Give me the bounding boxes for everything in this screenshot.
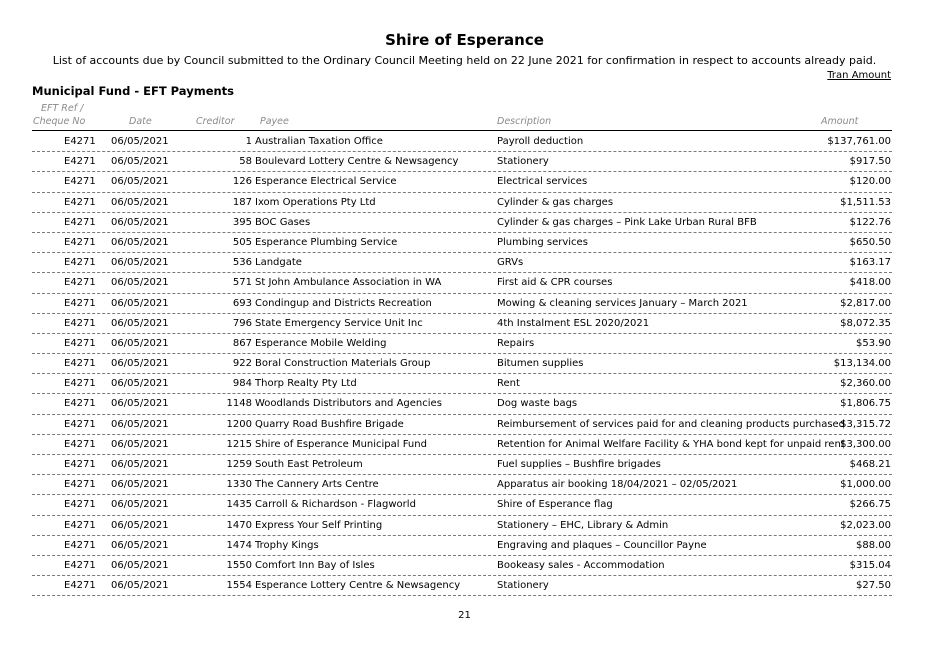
row-payee: Esperance Lottery Centre & Newsagency	[255, 580, 461, 592]
row-creditor: 1259	[226, 459, 252, 470]
row-ref: E4271	[64, 378, 96, 390]
row-creditor: 1435	[226, 499, 252, 511]
row-date: 06/05/2021	[111, 176, 169, 188]
row-creditor: 693	[232, 297, 252, 309]
row-creditor: 536	[232, 257, 252, 269]
row-payee: Boral Construction Materials Group	[255, 358, 431, 370]
row-creditor: 1330	[226, 479, 252, 491]
row-ref: E4271	[64, 479, 96, 491]
row-creditor: 126	[232, 176, 252, 188]
row-description: Cylinder & gas charges – Pink Lake Urban Rural BFB	[497, 216, 757, 228]
row-amount: $13,134.00	[833, 358, 891, 370]
table-row	[32, 455, 892, 475]
row-description: Bookeasy sales - Accommodation	[497, 559, 665, 571]
row-date: 06/05/2021	[111, 459, 169, 470]
row-date: 06/05/2021	[111, 216, 169, 228]
row-ref: E4271	[64, 277, 96, 289]
row-description: Payroll deduction	[497, 136, 584, 147]
row-description: Stationery	[497, 580, 549, 592]
row-description: Electrical services	[497, 176, 588, 188]
row-ref: E4271	[64, 236, 96, 248]
row-description: Apparatus air booking 18/04/2021 – 02/05/2021	[497, 479, 738, 491]
row-amount: $650.50	[849, 236, 891, 248]
row-ref: E4271	[64, 297, 96, 309]
row-description: Shire of Esperance flag	[497, 499, 613, 511]
table-row	[32, 475, 892, 495]
row-creditor: 1474	[226, 539, 252, 551]
row-payee: Ixom Operations Pty Ltd	[255, 196, 376, 208]
row-ref: E4271	[64, 539, 96, 551]
table-row	[32, 314, 892, 334]
row-description: 4th Instalment ESL 2020/2021	[497, 317, 650, 329]
header-divider	[32, 130, 892, 131]
row-amount: $122.76	[849, 216, 891, 228]
row-date: 06/05/2021	[111, 580, 169, 592]
table-row	[32, 495, 892, 515]
row-amount: $137,761.00	[827, 136, 891, 147]
row-amount: $3,300.00	[840, 438, 891, 450]
section-heading: Municipal Fund - EFT Payments	[32, 84, 235, 98]
row-payee: Condingup and Districts Recreation	[255, 297, 432, 309]
column-header-creditor: Creditor	[196, 116, 235, 127]
row-date: 06/05/2021	[111, 358, 169, 370]
table-row	[32, 253, 892, 273]
row-description: Bitumen supplies	[497, 358, 584, 370]
row-amount: $1,806.75	[840, 398, 891, 410]
row-payee: Thorp Realty Pty Ltd	[255, 378, 357, 390]
row-creditor: 58	[239, 156, 252, 168]
row-date: 06/05/2021	[111, 156, 169, 168]
row-date: 06/05/2021	[111, 337, 169, 349]
row-description: First aid & CPR courses	[497, 277, 613, 289]
row-amount: $163.17	[849, 257, 891, 269]
table-row	[32, 536, 892, 556]
row-payee: BOC Gases	[255, 216, 311, 228]
row-payee: Woodlands Distributors and Agencies	[255, 398, 442, 410]
table-row	[32, 334, 892, 354]
row-description: GRVs	[497, 257, 524, 269]
row-description: Stationery – EHC, Library & Admin	[497, 519, 669, 531]
row-creditor: 1554	[226, 580, 252, 592]
row-date: 06/05/2021	[111, 277, 169, 289]
table-row	[32, 576, 892, 596]
row-ref: E4271	[64, 196, 96, 208]
row-payee: St John Ambulance Association in WA	[255, 277, 442, 289]
row-description: Mowing & cleaning services January – March 2021	[497, 297, 748, 309]
row-amount: $1,511.53	[840, 196, 891, 208]
column-header-description: Description	[497, 116, 552, 127]
report-subtitle: List of accounts due by Council submitted to the Ordinary Council Meeting held on 22 June 2021 for confirmation in respect to accounts already paid.	[52, 54, 877, 67]
row-date: 06/05/2021	[111, 418, 169, 430]
row-date: 06/05/2021	[111, 539, 169, 551]
row-description: Rent	[497, 378, 520, 390]
row-payee: State Emergency Service Unit Inc	[255, 317, 423, 329]
row-date: 06/05/2021	[111, 398, 169, 410]
column-header-date: Date	[129, 116, 152, 127]
row-date: 06/05/2021	[111, 559, 169, 571]
row-amount: $2,817.00	[840, 297, 891, 309]
row-creditor: 187	[232, 196, 252, 208]
row-amount: $266.75	[849, 499, 891, 511]
row-payee: Shire of Esperance Municipal Fund	[255, 438, 427, 450]
row-creditor: 395	[232, 216, 252, 228]
row-amount: $53.90	[856, 337, 891, 349]
row-payee: Landgate	[255, 257, 302, 269]
row-ref: E4271	[64, 358, 96, 370]
row-date: 06/05/2021	[111, 196, 169, 208]
row-payee: Esperance Electrical Service	[255, 176, 397, 188]
row-creditor: 796	[232, 317, 252, 329]
row-date: 06/05/2021	[111, 136, 169, 147]
row-ref: E4271	[64, 216, 96, 228]
row-payee: Comfort Inn Bay of Isles	[255, 559, 375, 571]
row-ref: E4271	[64, 136, 96, 147]
row-payee: The Cannery Arts Centre	[255, 479, 379, 491]
row-ref: E4271	[64, 176, 96, 188]
row-amount: $1,000.00	[840, 479, 891, 491]
tran-amount-label: Tran Amount	[827, 70, 891, 81]
table-row	[32, 213, 892, 233]
row-payee: Australian Taxation Office	[255, 136, 383, 147]
row-payee: Esperance Plumbing Service	[255, 236, 398, 248]
row-ref: E4271	[64, 418, 96, 430]
row-ref: E4271	[64, 337, 96, 349]
table-row	[32, 193, 892, 213]
table-row	[32, 435, 892, 455]
row-date: 06/05/2021	[111, 257, 169, 269]
row-amount: $468.21	[849, 459, 891, 470]
row-ref: E4271	[64, 156, 96, 168]
row-creditor: 1200	[226, 418, 252, 430]
page-title: Shire of Esperance	[385, 31, 544, 49]
row-date: 06/05/2021	[111, 499, 169, 511]
row-amount: $88.00	[856, 539, 891, 551]
page-number: 21	[458, 610, 471, 621]
row-ref: E4271	[64, 438, 96, 450]
column-header-ref-line2: Cheque No	[33, 116, 86, 127]
table-row	[32, 233, 892, 253]
row-creditor: 1470	[226, 519, 252, 531]
row-description: Reimbursement of services paid for and cleaning products purchased	[497, 418, 846, 430]
row-description: Plumbing services	[497, 236, 588, 248]
row-payee: Express Your Self Printing	[255, 519, 383, 531]
row-ref: E4271	[64, 519, 96, 531]
row-creditor: 867	[232, 337, 252, 349]
table-row	[32, 273, 892, 293]
table-row	[32, 172, 892, 192]
row-amount: $315.04	[849, 559, 891, 571]
row-date: 06/05/2021	[111, 519, 169, 531]
row-amount: $2,360.00	[840, 378, 891, 390]
row-ref: E4271	[64, 559, 96, 571]
row-amount: $8,072.35	[840, 317, 891, 329]
row-amount: $418.00	[849, 277, 891, 289]
row-date: 06/05/2021	[111, 479, 169, 491]
table-row	[32, 354, 892, 374]
table-row	[32, 516, 892, 536]
row-description: Engraving and plaques – Councillor Payne	[497, 539, 707, 551]
row-description: Retention for Animal Welfare Facility & YHA bond kept for unpaid rent	[497, 438, 845, 450]
row-payee: Esperance Mobile Welding	[255, 337, 387, 349]
row-ref: E4271	[64, 499, 96, 511]
row-description: Fuel supplies – Bushfire brigades	[497, 459, 661, 470]
row-creditor: 922	[232, 358, 252, 370]
row-description: Stationery	[497, 156, 549, 168]
row-payee: Trophy Kings	[255, 539, 319, 551]
row-date: 06/05/2021	[111, 297, 169, 309]
row-amount: $3,315.72	[840, 418, 891, 430]
row-creditor: 1148	[226, 398, 252, 410]
row-ref: E4271	[64, 317, 96, 329]
row-date: 06/05/2021	[111, 317, 169, 329]
table-row	[32, 415, 892, 435]
row-date: 06/05/2021	[111, 378, 169, 390]
row-creditor: 1215	[226, 438, 252, 450]
row-date: 06/05/2021	[111, 236, 169, 248]
row-description: Repairs	[497, 337, 535, 349]
row-amount: $120.00	[849, 176, 891, 188]
column-header-payee: Payee	[260, 116, 289, 127]
table-row	[32, 556, 892, 576]
table-row	[32, 374, 892, 394]
row-description: Cylinder & gas charges	[497, 196, 614, 208]
table-row	[32, 132, 892, 152]
column-header-amount: Amount	[821, 116, 859, 127]
row-creditor: 571	[232, 277, 252, 289]
row-ref: E4271	[64, 459, 96, 470]
table-row	[32, 394, 892, 414]
row-creditor: 505	[232, 236, 252, 248]
column-header-ref-line1: EFT Ref /	[41, 103, 84, 114]
row-payee: Quarry Road Bushfire Brigade	[255, 418, 404, 430]
row-creditor: 1550	[226, 559, 252, 571]
row-creditor: 1	[245, 136, 252, 147]
table-row	[32, 294, 892, 314]
payments-table-body	[0, 132, 929, 596]
row-amount: $2,023.00	[840, 519, 891, 531]
row-ref: E4271	[64, 580, 96, 592]
row-amount: $917.50	[849, 156, 891, 168]
row-payee: Boulevard Lottery Centre & Newsagency	[255, 156, 459, 168]
row-description: Dog waste bags	[497, 398, 578, 410]
row-ref: E4271	[64, 398, 96, 410]
row-creditor: 984	[232, 378, 252, 390]
row-amount: $27.50	[856, 580, 891, 592]
table-row	[32, 152, 892, 172]
row-ref: E4271	[64, 257, 96, 269]
row-payee: South East Petroleum	[255, 459, 363, 470]
row-date: 06/05/2021	[111, 438, 169, 450]
row-payee: Carroll & Richardson - Flagworld	[255, 499, 416, 511]
